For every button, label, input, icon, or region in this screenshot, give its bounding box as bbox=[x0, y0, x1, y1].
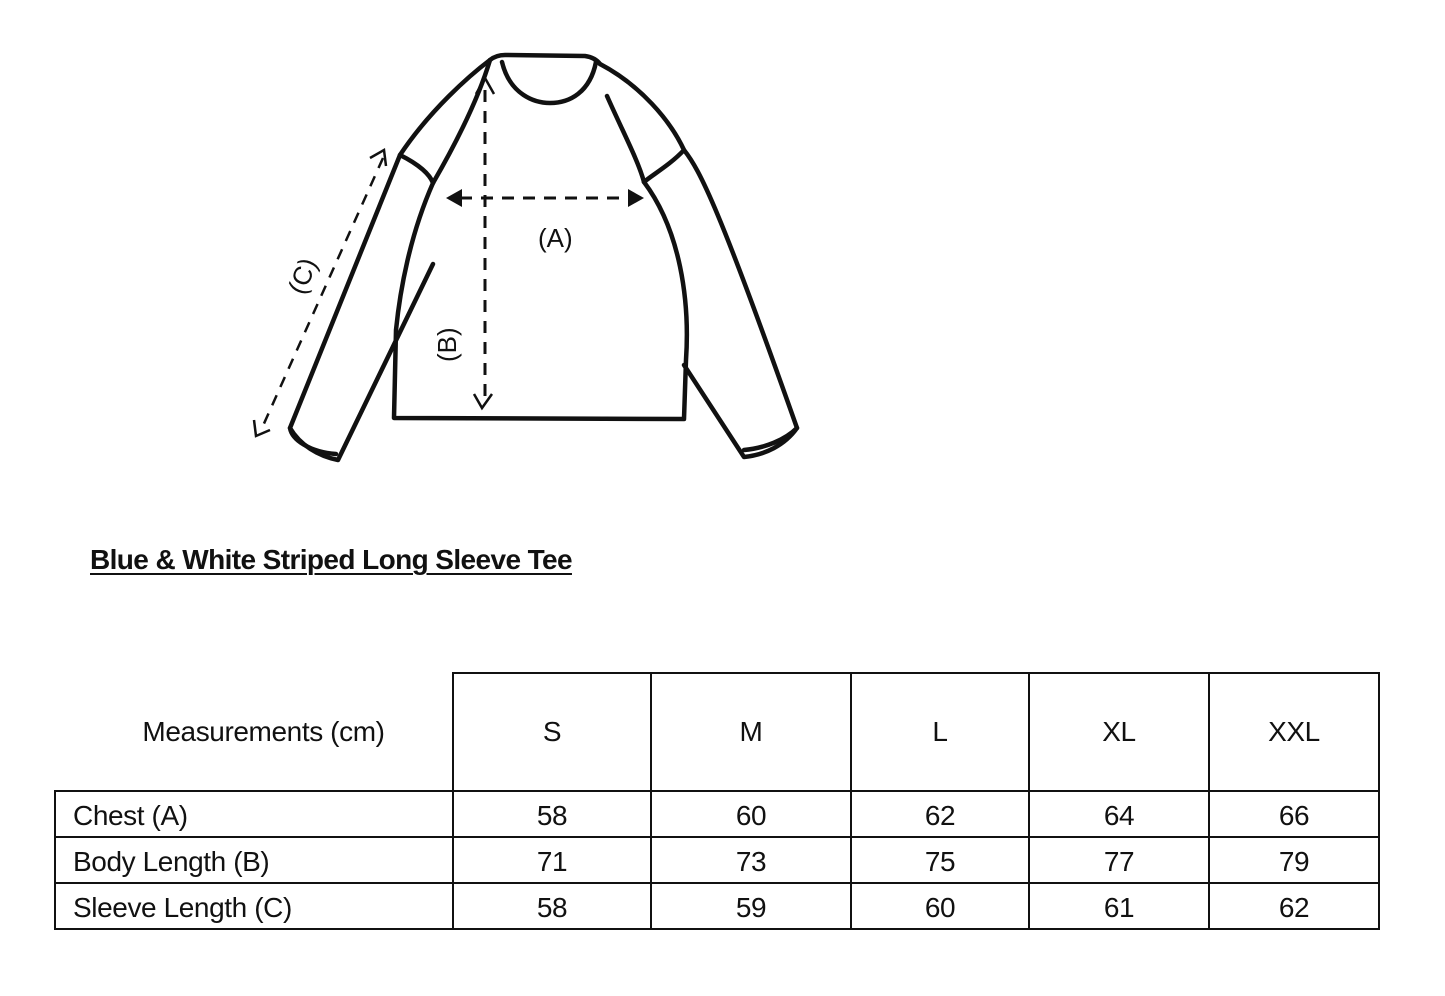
table-cell: 60 bbox=[651, 791, 851, 837]
size-chart-table bbox=[54, 672, 1380, 930]
table-cell: 71 bbox=[453, 837, 651, 883]
tee-left-raglan bbox=[433, 60, 490, 183]
table-row bbox=[55, 791, 1379, 837]
tee-right-raglan bbox=[607, 96, 644, 182]
chest-arrow-right-head bbox=[628, 189, 644, 207]
table-row bbox=[55, 837, 1379, 883]
tee-neckline bbox=[502, 62, 596, 103]
table-cell: 59 bbox=[651, 883, 851, 929]
table-cell: 58 bbox=[453, 791, 651, 837]
table-cell: 64 bbox=[1029, 791, 1209, 837]
table-cell: 73 bbox=[651, 837, 851, 883]
table-cell: 62 bbox=[851, 791, 1029, 837]
table-cell: 66 bbox=[1209, 791, 1379, 837]
table-row bbox=[55, 883, 1379, 929]
table-cell: 60 bbox=[851, 883, 1029, 929]
table-cell: 61 bbox=[1029, 883, 1209, 929]
label-a: (A) bbox=[538, 223, 573, 253]
table-cell: 79 bbox=[1209, 837, 1379, 883]
table-cell: 58 bbox=[453, 883, 651, 929]
label-b: (B) bbox=[432, 327, 462, 362]
size-header-row bbox=[55, 673, 1379, 791]
tee-right-sleeve bbox=[684, 150, 797, 457]
row-label-chest: Chest (A) bbox=[55, 791, 453, 837]
size-header-s: S bbox=[453, 673, 651, 791]
label-c: (C) bbox=[281, 253, 324, 299]
table-cell: 62 bbox=[1209, 883, 1379, 929]
tee-left-sleeve bbox=[290, 155, 433, 460]
sleeve-length-measure-arrow bbox=[254, 150, 386, 436]
tee-left-cuff bbox=[290, 428, 336, 454]
measurements-header: Measurements (cm) bbox=[142, 715, 385, 747]
table-cell: 75 bbox=[851, 837, 1029, 883]
tee-body-outline bbox=[394, 182, 687, 419]
size-header-l: L bbox=[851, 673, 1029, 791]
tee-right-shoulder bbox=[600, 64, 684, 182]
size-header-m: M bbox=[651, 673, 851, 791]
row-label-sleeve-length: Sleeve Length (C) bbox=[55, 883, 453, 929]
body-length-measure-arrow bbox=[474, 78, 494, 408]
tee-collar-outer bbox=[490, 55, 600, 64]
size-header-xxl: XXL bbox=[1209, 673, 1379, 791]
product-title: Blue & White Striped Long Sleeve Tee bbox=[90, 544, 572, 575]
table-cell: 77 bbox=[1029, 837, 1209, 883]
size-header-xl: XL bbox=[1029, 673, 1209, 791]
chest-arrow-left-head bbox=[446, 189, 462, 207]
row-label-body-length: Body Length (B) bbox=[55, 837, 453, 883]
